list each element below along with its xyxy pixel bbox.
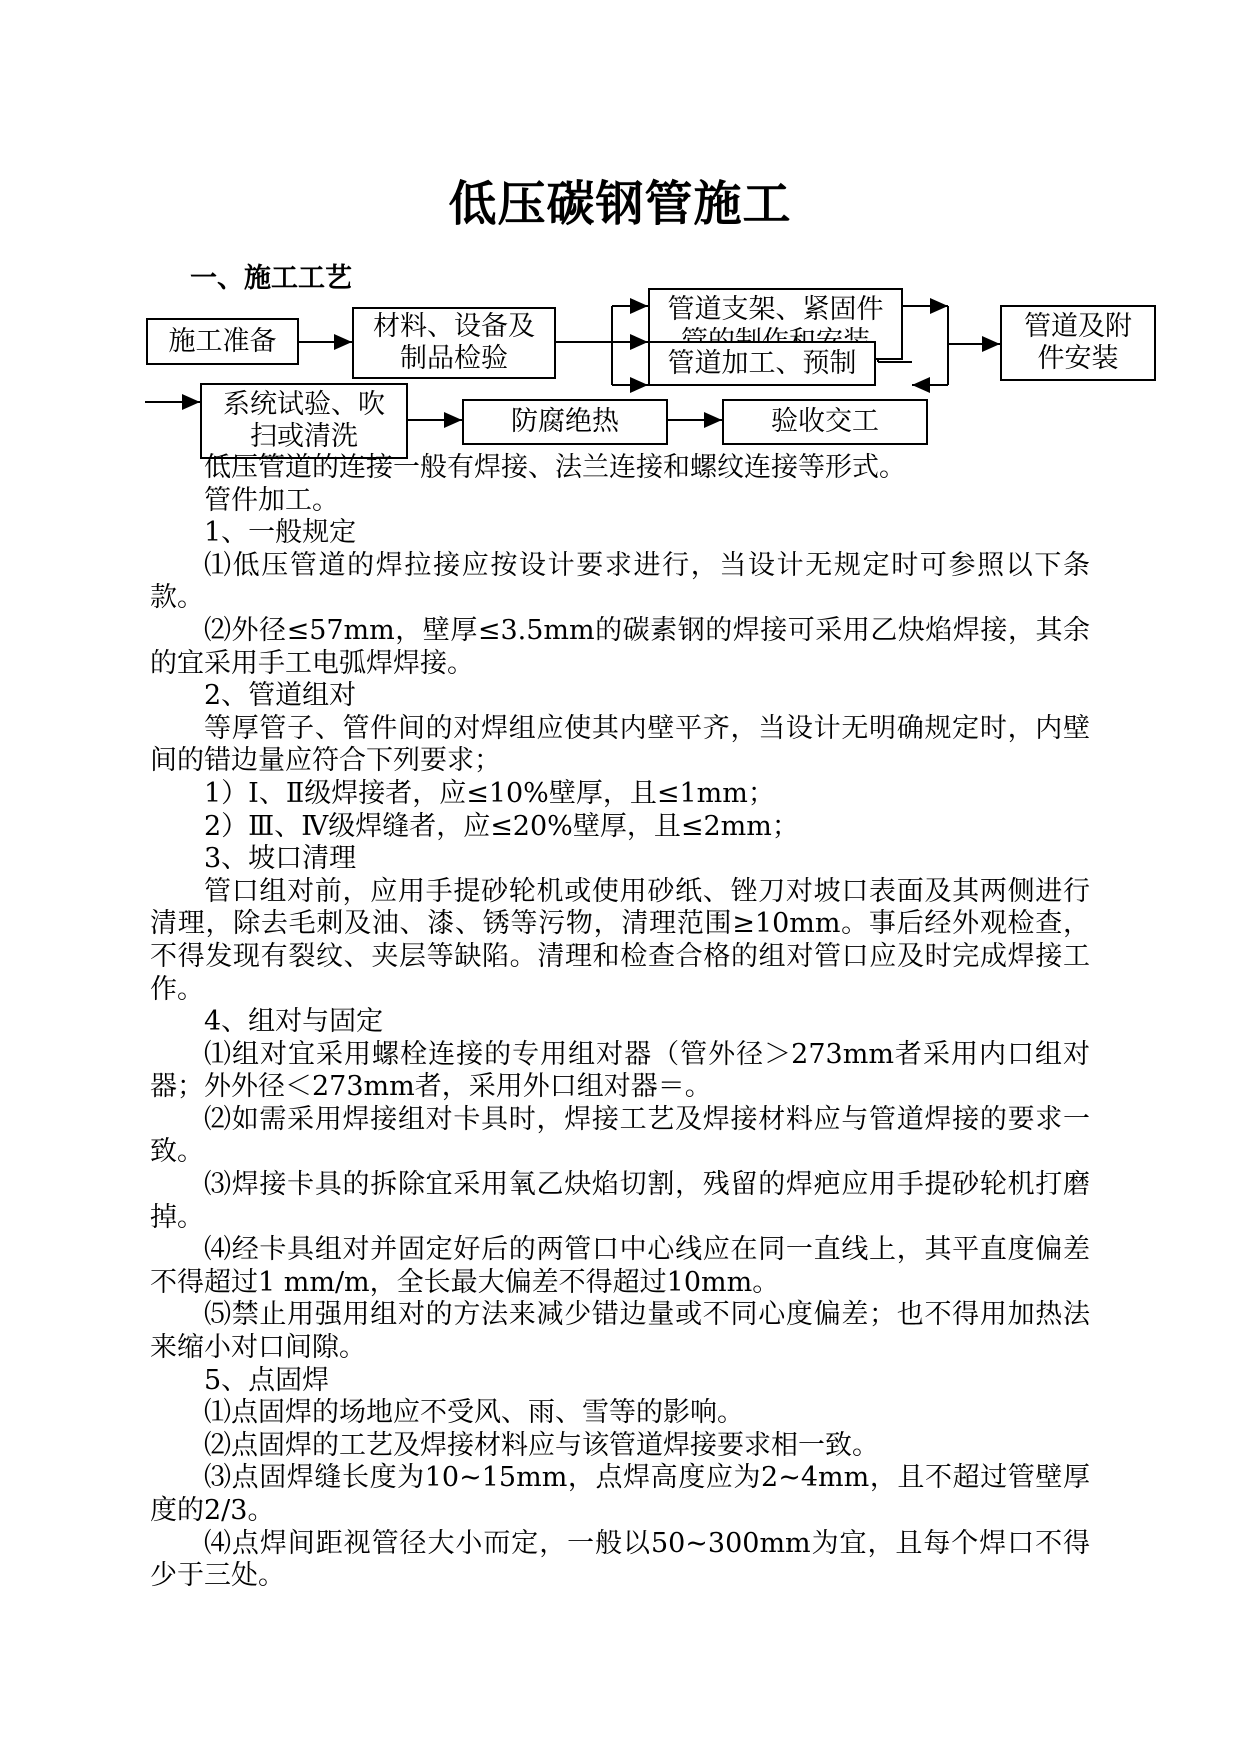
flow-label: 施工准备: [168, 325, 277, 357]
paragraph: 管口组对前，应用手提砂轮机或使用砂纸、锉刀对坡口表面及其两侧进行清理，除去毛刺及油、漆、锈等污物，清理范围≥10mm。事后经外观检查，不得发现有裂纹、夹层等缺陷。清理和检查合格的组对管口应及时完成焊接工作。: [150, 875, 1090, 1005]
flow-box-test: [200, 383, 408, 459]
paragraph: 管件加工。: [204, 484, 339, 516]
flow-box-install: [1000, 305, 1156, 381]
subheading: 5、点固焊: [204, 1364, 330, 1396]
paragraph: 等厚管子、管件间的对焊组应使其内壁平齐，当设计无明确规定时，内壁间的错边量应符合下列要求；: [150, 712, 1090, 777]
subheading: 2、管道组对: [204, 680, 357, 712]
paragraph: ⑴组对宜采用螺栓连接的专用组对器（管外径＞273mm者采用内口组对器；外外径＜273mm者，采用外口组对器＝。: [150, 1038, 1090, 1103]
flow-box-inspect: [352, 307, 556, 379]
paragraph: ⑶焊接卡具的拆除宜采用氧乙炔焰切割，残留的焊疤应用手提砂轮机打磨掉。: [150, 1169, 1090, 1233]
paragraph: ⑴低压管道的焊拉接应按设计要求进行，当设计无规定时可参照以下条款。: [150, 549, 1090, 614]
flow-label: 管道及附件安装: [1024, 311, 1132, 374]
paragraph: ⑵点固焊的工艺及焊接材料应与该管道焊接要求相一致。: [204, 1429, 879, 1461]
body-text: [150, 452, 1090, 1593]
paragraph: ⑶点固焊缝长度为10~15mm，点焊高度应为2~4mm，且不超过管壁厚度的2/3。: [150, 1462, 1090, 1526]
subheading: 4、组对与固定: [204, 1006, 384, 1038]
flow-box-process: [648, 341, 876, 386]
section-heading: 一、施工工艺: [190, 263, 352, 294]
subheading: 1、一般规定: [204, 517, 357, 549]
flow-label: 防腐绝热: [511, 406, 619, 437]
paragraph: ⑷点焊间距视管径大小而定，一般以50~300mm为宜，且每个焊口不得少于三处。: [150, 1527, 1090, 1592]
paragraph: ⑸禁止用强用组对的方法来减少错边量或不同心度偏差；也不得用加热法来缩小对口间隙。: [150, 1299, 1090, 1364]
flow-label: 管道加工、预制: [667, 347, 857, 379]
subheading: 3、坡口清理: [204, 843, 357, 875]
process-flowchart: [0, 0, 1240, 470]
paragraph: 2）Ⅲ、Ⅳ级焊缝者，应≤20%壁厚，且≤2mm；: [204, 810, 799, 842]
flow-box-prepare: [146, 318, 299, 365]
flow-label: 管道支架、紧固件: [667, 294, 884, 325]
paragraph: 1）Ⅰ、Ⅱ级焊接者，应≤10%壁厚，且≤1mm；: [204, 777, 775, 809]
flow-label: 验收交工: [771, 406, 879, 437]
paragraph: ⑷经卡具组对并固定好后的两管口中心线应在同一直线上，其平直度偏差不得超过1 mm/m，全长最大偏差不得超过10mm。: [150, 1234, 1090, 1298]
flow-label: 系统试验、吹扫或清洗: [223, 389, 385, 452]
page-title: 低压碳钢管施工: [448, 176, 792, 232]
paragraph: ⑵外径≤57mm，壁厚≤3.5mm的碳素钢的焊接可采用乙炔焰焊接，其余的宜采用手工电弧焊焊接。: [150, 614, 1090, 679]
flow-label: 材料、设备及制品检验: [373, 311, 535, 374]
flow-box-anticorrosion: [462, 399, 668, 445]
flow-box-handover: [722, 399, 928, 445]
paragraph: ⑵如需采用焊接组对卡具时，焊接工艺及焊接材料应与管道焊接的要求一致。: [150, 1103, 1090, 1168]
paragraph: ⑴点固焊的场地应不受风、雨、雪等的影响。: [204, 1397, 744, 1429]
paragraph: 低压管道的连接一般有焊接、法兰连接和螺纹连接等形式。: [204, 452, 906, 483]
